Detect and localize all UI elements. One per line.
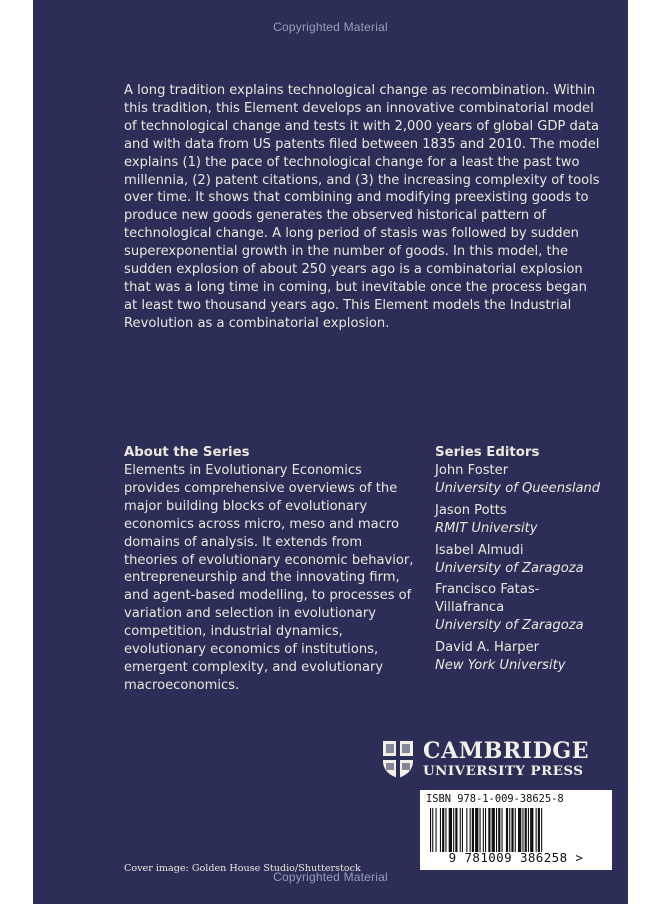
watermark-top: Copyrighted Material [273, 20, 388, 34]
isbn-label: ISBN 978-1-009-38625-8 [426, 793, 564, 805]
barcode-bar [440, 808, 441, 852]
barcode-bar [455, 808, 457, 852]
editor-name: Isabel Almudi [435, 542, 524, 558]
barcode-bar [449, 808, 452, 852]
publisher-name: CAMBRIDGE [423, 738, 590, 764]
barcode-bar [511, 808, 513, 852]
barcode-bar [530, 808, 533, 852]
barcode-bar [460, 808, 461, 852]
watermark-bottom: Copyrighted Material [273, 870, 388, 884]
barcode-bar [432, 808, 433, 852]
barcode-bar [470, 808, 471, 852]
isbn-barcode [420, 790, 612, 870]
editor-entry [435, 639, 605, 675]
barcode-bar [462, 808, 463, 852]
barcode-icon [430, 808, 602, 852]
barcode-bar [496, 808, 497, 852]
cambridge-logo [381, 738, 589, 780]
barcode-bar [480, 808, 481, 852]
barcode-bar [430, 808, 431, 852]
editors-title: Series Editors [435, 445, 540, 460]
barcode-bar [492, 808, 495, 852]
editor-entry [435, 542, 605, 578]
editor-affiliation: New York University [435, 658, 566, 674]
barcode-bar [522, 808, 523, 852]
editor-entry [435, 502, 605, 538]
barcode-bar [466, 808, 467, 852]
publisher-press: UNIVERSITY PRESS [423, 763, 584, 779]
editor-name: Francisco Fatas-Villafranca [435, 582, 540, 616]
barcode-bar [488, 808, 490, 852]
back-cover [33, 0, 628, 904]
editor-entry [435, 462, 605, 498]
book-blurb: A long tradition explains technological change as recombination. Within this tradition, this Element develops an innovative combinatorial model of technological change and tests it with 2,000 years of global GDP data and with data from US patents filed between 1835 and 2010. The model explains (1) the pace of technological change for a least the past two millennia, (2) patent citations, and (3) the increasing complexity of tools over time. It shows that combining and modifying preexisting goods to produce new goods generates the observed historical pattern of technological change. A long period of stasis was followed by sudden superexponential growth in the number of goods. In this model, the sudden explosion of about 250 years ago is a combinatorial explosion that was a long time in coming, but inevitable once the process began at least two thousand years ago. This Element models the Industrial Revolution as a combinatorial explosion. [124, 83, 600, 331]
editor-affiliation: University of Queensland [435, 480, 601, 496]
barcode-bar [536, 808, 537, 852]
editor-affiliation: RMIT University [435, 520, 538, 536]
cambridge-shield-icon [381, 739, 415, 779]
barcode-bar [445, 808, 446, 852]
about-title: About the Series [124, 445, 250, 460]
about-the-series [124, 444, 414, 695]
barcode-bar [538, 808, 540, 852]
barcode-bar [498, 808, 500, 852]
barcode-bar [506, 808, 508, 852]
barcode-bar [442, 808, 444, 852]
editor-affiliation: University of Zaragoza [435, 618, 584, 634]
editor-affiliation: University of Zaragoza [435, 560, 584, 576]
barcode-bar [436, 808, 437, 852]
barcode-bar [453, 808, 454, 852]
barcode-digits: 9 781009 386258 > [448, 850, 584, 865]
barcode-bar [483, 808, 484, 852]
barcode-bar [515, 808, 516, 852]
barcode-bar [518, 808, 521, 852]
editor-name: John Foster [435, 463, 509, 478]
editor-entry [435, 581, 605, 635]
editor-name: Jason Potts [435, 502, 507, 518]
barcode-bar [475, 808, 478, 852]
cover-image-credit: Cover image: Golden House Studio/Shutterstock [124, 863, 361, 874]
barcode-bar [525, 808, 527, 852]
barcode-bar [485, 808, 486, 852]
barcode-bar [502, 808, 503, 852]
barcode-bar [472, 808, 474, 852]
barcode-bar [541, 808, 542, 852]
barcode-bar [509, 808, 510, 852]
editor-name: David A. Harper [435, 640, 540, 656]
barcode-bar [528, 808, 529, 852]
about-body: Elements in Evolutionary Economics provides comprehensive overviews of the major building blocks of evolutionary economics across micro, meso and macro domains of analysis. It extends from theories of evolutionary economic behavior, entrepreneurship and the innovating firm, and agent-based modelling, to processes of variation and selection in evolutionary competition, industrial dynamics, evolutionary economics of institutions, emergent complexity, and evolutionary macroeconomics. [124, 463, 414, 693]
series-editors [435, 444, 605, 679]
